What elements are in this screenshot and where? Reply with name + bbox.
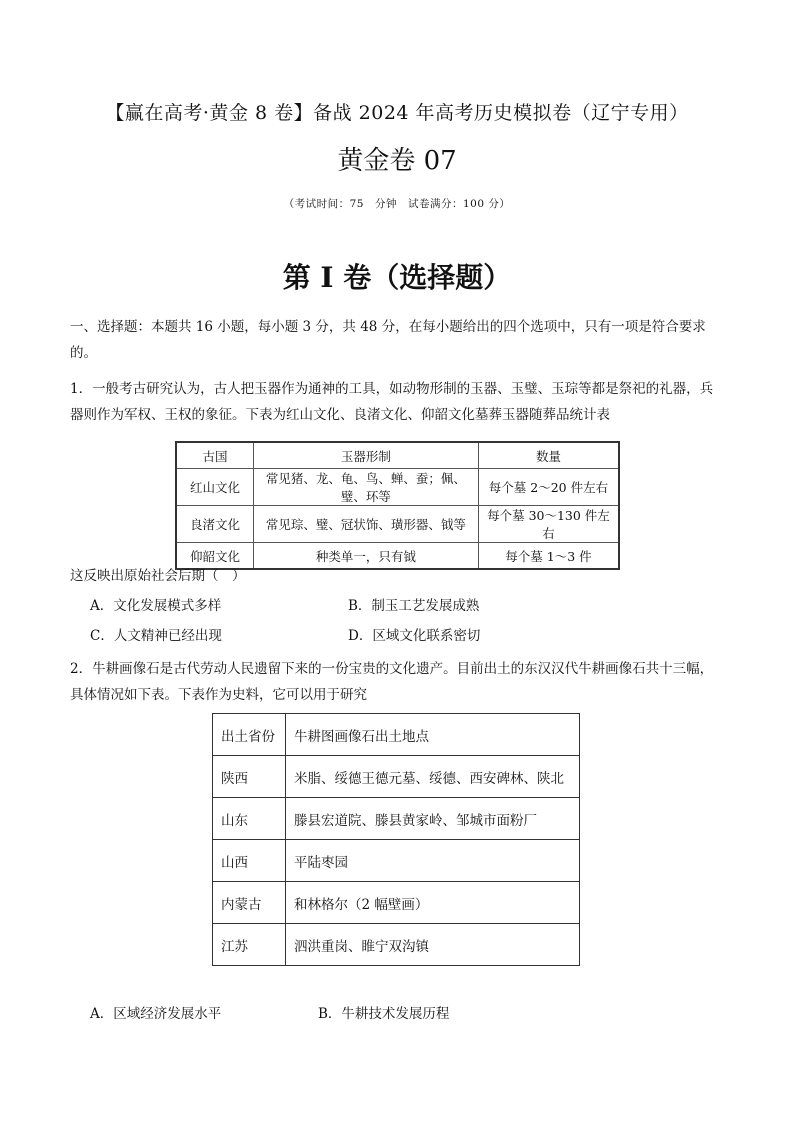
table-cell: 每个墓 30～130 件左右 (478, 506, 619, 543)
exam-info: （考试时间：75 分钟 试卷满分：100 分） (283, 198, 511, 210)
table-header-cell: 牛耕图画像石出土地点 (286, 714, 580, 756)
question-1-option-a[interactable]: A．文化发展模式多样 (90, 598, 222, 614)
table-cell: 山西 (213, 840, 286, 882)
question-2-option-a[interactable]: A．区域经济发展水平 (90, 1006, 222, 1022)
table-cell: 红山文化 (176, 469, 253, 506)
question-1-option-d[interactable]: D．区域文化联系密切 (348, 628, 481, 644)
table-cell: 内蒙古 (213, 882, 286, 924)
table-cell: 山东 (213, 798, 286, 840)
question-2-table (212, 713, 580, 966)
table-row (213, 840, 580, 882)
question-1-stem: 1．一般考古研究认为，古人把玉器作为通神的工具，如动物形制的玉器、玉璧、玉琮等都是祭祀的礼器，兵器则作为军权、王权的象征。下表为红山文化、良渚文化、仰韶文化墓葬玉器随葬品统计表 (70, 381, 714, 423)
question-1-option-b[interactable]: B．制玉工艺发展成熟 (348, 598, 480, 614)
table-cell: 江苏 (213, 924, 286, 966)
table-row (213, 798, 580, 840)
table-row (176, 506, 619, 543)
table-row (213, 882, 580, 924)
question-1-table (175, 441, 620, 570)
table-header-cell: 出土省份 (213, 714, 286, 756)
table-cell: 常见猪、龙、龟、鸟、蝉、蚕；佩、璧、环等 (253, 469, 478, 506)
table-cell: 平陆枣园 (286, 840, 580, 882)
table-cell: 常见琮、璧、冠状饰、璜形器、钺等 (253, 506, 478, 543)
table-header-row (213, 714, 580, 756)
table-cell: 每个墓 1～3 件 (478, 543, 619, 570)
table-cell: 良渚文化 (176, 506, 253, 543)
table-row (213, 756, 580, 798)
table-row (176, 469, 619, 506)
table-header-cell: 古国 (176, 442, 253, 469)
table-header-row (176, 442, 619, 469)
table-cell: 泗洪重岗、睢宁双沟镇 (286, 924, 580, 966)
question-2-stem: 2．牛耕画像石是古代劳动人民遗留下来的一份宝贵的文化遗产。目前出土的东汉汉代牛耕画像石共十三幅，具体情况如下表。下表作为史料，它可以用于研究 (70, 661, 714, 703)
table-cell: 米脂、绥德王德元墓、绥德、西安碑林、陕北 (286, 756, 580, 798)
table-cell: 陕西 (213, 756, 286, 798)
main-title: 【赢在高考·黄金 8 卷】备战 2024 年高考历史模拟卷（辽宁专用） (105, 102, 689, 124)
table-header-cell: 玉器形制 (253, 442, 478, 469)
question-1-option-c[interactable]: C．人文精神已经出现 (90, 628, 222, 644)
section-title: 第 I 卷（选择题） (282, 261, 512, 294)
sub-title: 黄金卷 07 (337, 146, 457, 176)
table-cell: 仰韶文化 (176, 543, 253, 570)
table-cell: 滕县宏道院、滕县黄家岭、邹城市面粉厂 (286, 798, 580, 840)
table-header-cell: 数量 (478, 442, 619, 469)
section-instructions: 一、选择题：本题共 16 小题，每小题 3 分，共 48 分，在每小题给出的四个选项中，只有一项是符合要求的。 (70, 319, 706, 361)
table-cell: 每个墓 2～20 件左右 (478, 469, 619, 506)
table-cell: 和林格尔（2 幅壁画） (286, 882, 580, 924)
question-1-prompt: 这反映出原始社会后期（ ） (70, 568, 246, 584)
table-cell: 种类单一，只有钺 (253, 543, 478, 570)
table-row (213, 924, 580, 966)
question-2-option-b[interactable]: B．牛耕技术发展历程 (318, 1006, 450, 1022)
